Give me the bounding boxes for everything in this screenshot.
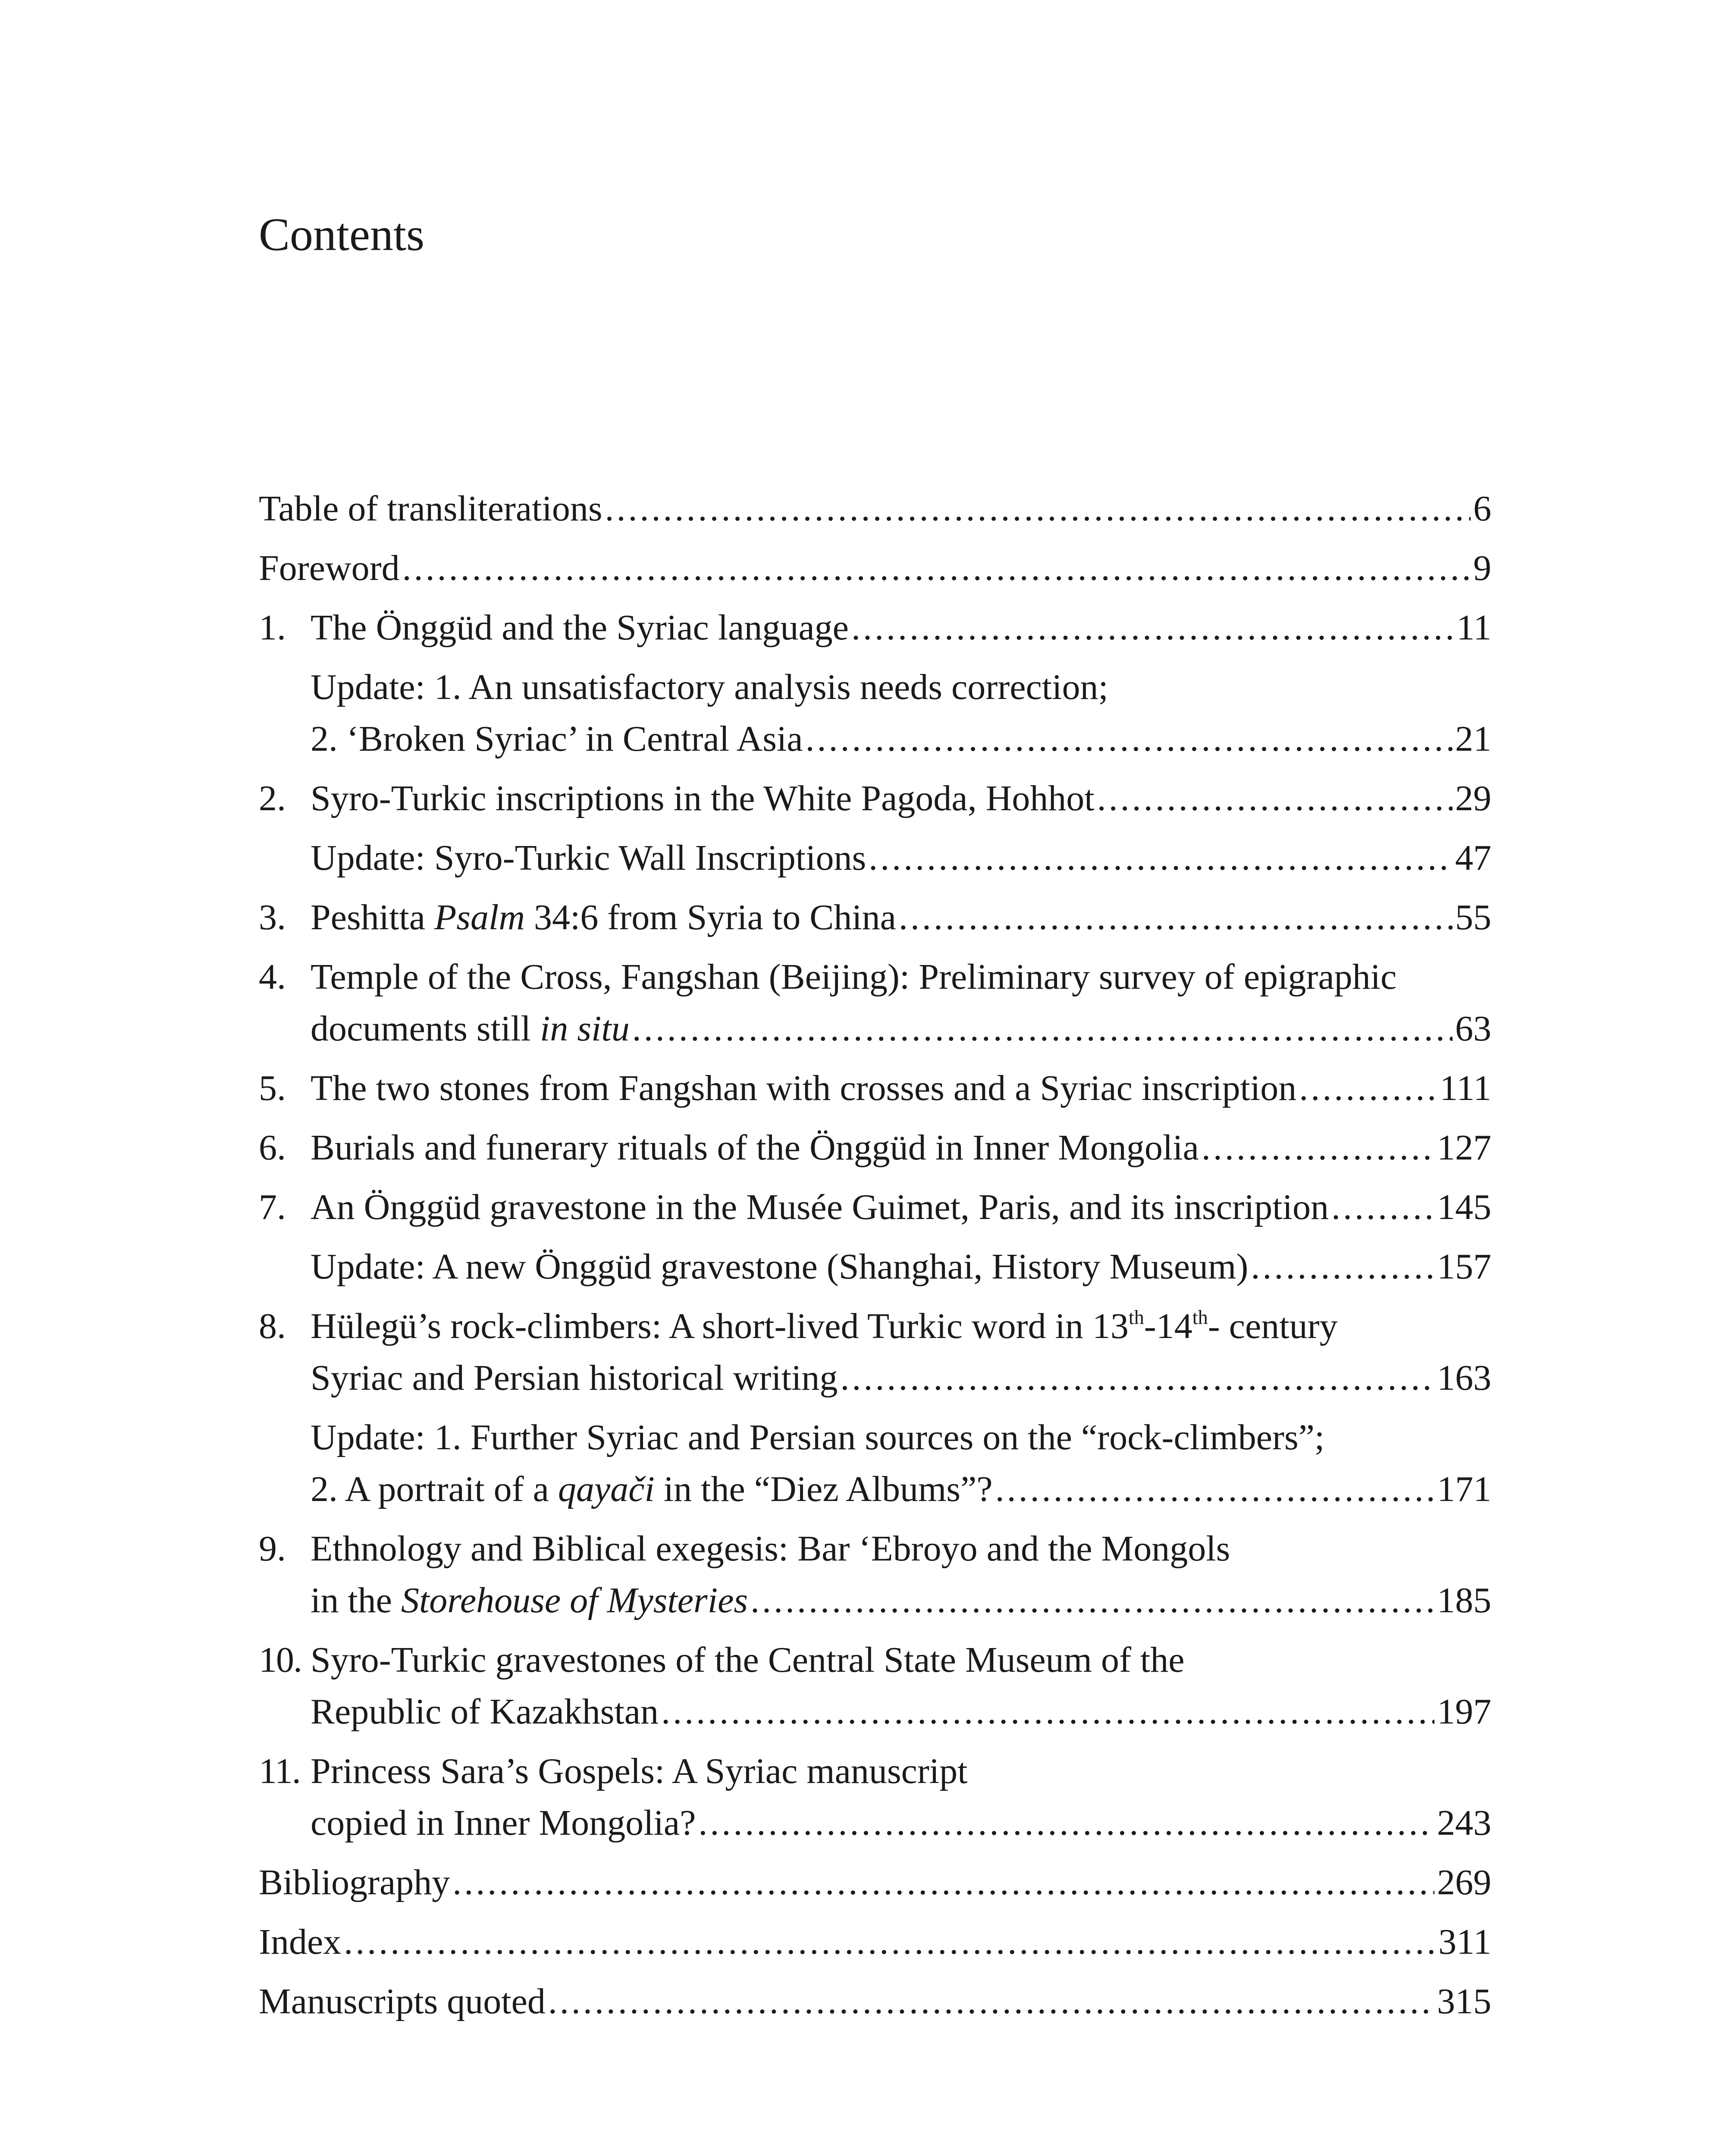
entry-page-number: 127 bbox=[1437, 1128, 1491, 1168]
entry-page-number: 111 bbox=[1440, 1068, 1491, 1108]
dot-leader bbox=[750, 1575, 1434, 1626]
entry-page-number: 185 bbox=[1437, 1580, 1491, 1620]
entry-title-line-1: Syro-Turkic gravestones of the Central State Museum of the bbox=[311, 1640, 1185, 1680]
toc-entry-manuscripts-quoted[interactable] bbox=[259, 1976, 1491, 2028]
entry-page-number: 311 bbox=[1438, 1922, 1491, 1962]
entry-title-line-2: Syriac and Persian historical writing bbox=[311, 1358, 838, 1398]
entry-page-number: 11 bbox=[1456, 608, 1491, 648]
toc-entry-update-1[interactable] bbox=[259, 661, 1491, 765]
page-title: Contents bbox=[259, 209, 425, 260]
dot-leader bbox=[605, 483, 1471, 535]
entry-page-number: 243 bbox=[1437, 1803, 1491, 1843]
entry-title: Bibliography bbox=[259, 1862, 450, 1902]
entry-title-line-1: Update: 1. An unsatisfactory analysis needs correction; bbox=[311, 667, 1108, 707]
entry-title-line-1: Temple of the Cross, Fangshan (Beijing): Preliminary survey of epigraphic bbox=[311, 957, 1397, 997]
toc-entry-chapter-11[interactable] bbox=[259, 1745, 1491, 1849]
entry-title: Update: A new Önggüd gravestone (Shanghai, History Museum) bbox=[311, 1247, 1249, 1287]
entry-page-number: 145 bbox=[1437, 1187, 1491, 1227]
toc-entry-chapter-1[interactable] bbox=[259, 602, 1491, 654]
toc-entry-index[interactable] bbox=[259, 1916, 1491, 1968]
toc-entry-update-8[interactable] bbox=[259, 1412, 1491, 1515]
entry-page-number: 315 bbox=[1437, 1981, 1491, 2021]
entry-title-line-1: Hülegü’s rock-climbers: A short-lived Turkic word in 13th-14th- century bbox=[311, 1306, 1338, 1346]
dot-leader bbox=[632, 1003, 1453, 1055]
entry-title: Syro-Turkic inscriptions in the White Pagoda, Hohhot bbox=[311, 778, 1095, 818]
dot-leader bbox=[548, 1976, 1434, 2028]
entry-page-number: 269 bbox=[1437, 1862, 1491, 1902]
toc-entry-foreword[interactable] bbox=[259, 542, 1491, 594]
entry-page-number: 197 bbox=[1437, 1692, 1491, 1732]
entry-title: Manuscripts quoted bbox=[259, 1981, 546, 2021]
entry-page-number: 171 bbox=[1437, 1469, 1491, 1509]
entry-page-number: 6 bbox=[1473, 489, 1491, 529]
toc-entry-update-2[interactable] bbox=[259, 832, 1491, 884]
entry-title: The Önggüd and the Syriac language bbox=[311, 608, 849, 648]
entry-title: Foreword bbox=[259, 548, 400, 588]
entry-title-line-2: copied in Inner Mongolia? bbox=[311, 1803, 696, 1843]
entry-title-line-2: in the Storehouse of Mysteries bbox=[311, 1580, 748, 1620]
entry-title: Peshitta Psalm 34:6 from Syria to China bbox=[311, 897, 896, 937]
entry-title: The two stones from Fangshan with crosses and a Syriac inscription bbox=[311, 1068, 1297, 1108]
dot-leader bbox=[1202, 1122, 1434, 1174]
dot-leader bbox=[869, 832, 1453, 884]
dot-leader bbox=[1299, 1062, 1437, 1114]
chapter-number: 11. bbox=[259, 1751, 300, 1791]
table-of-contents bbox=[259, 483, 1491, 2035]
entry-page-number: 47 bbox=[1455, 838, 1491, 878]
entry-page-number: 21 bbox=[1455, 719, 1491, 759]
entry-page-number: 9 bbox=[1473, 548, 1491, 588]
toc-entry-chapter-5[interactable] bbox=[259, 1062, 1491, 1114]
entry-title-line-1: Ethnology and Biblical exegesis: Bar ‘Ebroyo and the Mongols bbox=[311, 1529, 1230, 1569]
entry-title-line-2: 2. A portrait of a qayači in the “Diez Albums”? bbox=[311, 1469, 993, 1509]
entry-title-line-1: Update: 1. Further Syriac and Persian sources on the “rock-climbers”; bbox=[311, 1417, 1325, 1457]
entry-title: An Önggüd gravestone in the Musée Guimet, Paris, and its inscription bbox=[311, 1187, 1329, 1227]
dot-leader bbox=[402, 542, 1471, 594]
chapter-number: 5. bbox=[259, 1068, 286, 1108]
entry-title-line-2: 2. ‘Broken Syriac’ in Central Asia bbox=[311, 719, 803, 759]
chapter-number: 3. bbox=[259, 897, 286, 937]
toc-entry-chapter-4[interactable] bbox=[259, 951, 1491, 1055]
entry-page-number: 55 bbox=[1455, 897, 1491, 937]
entry-title: Index bbox=[259, 1922, 342, 1962]
dot-leader bbox=[452, 1857, 1434, 1908]
entry-page-number: 157 bbox=[1437, 1247, 1491, 1287]
chapter-number: 10. bbox=[259, 1640, 301, 1680]
dot-leader bbox=[1331, 1181, 1434, 1233]
dot-leader bbox=[840, 1352, 1434, 1404]
entry-page-number: 163 bbox=[1437, 1358, 1491, 1398]
toc-entry-chapter-7[interactable] bbox=[259, 1181, 1491, 1233]
toc-entry-chapter-8[interactable] bbox=[259, 1300, 1491, 1404]
chapter-number: 7. bbox=[259, 1187, 286, 1227]
toc-entry-chapter-9[interactable] bbox=[259, 1523, 1491, 1626]
chapter-number: 6. bbox=[259, 1128, 286, 1168]
entry-title: Burials and funerary rituals of the Önggüd in Inner Mongolia bbox=[311, 1128, 1199, 1168]
dot-leader bbox=[344, 1916, 1436, 1968]
entry-title: Table of transliterations bbox=[259, 489, 602, 529]
dot-leader bbox=[995, 1463, 1434, 1515]
toc-entry-update-7[interactable] bbox=[259, 1241, 1491, 1293]
toc-entry-bibliography[interactable] bbox=[259, 1857, 1491, 1908]
chapter-number: 4. bbox=[259, 957, 286, 997]
entry-title-line-1: Princess Sara’s Gospels: A Syriac manuscript bbox=[311, 1751, 968, 1791]
toc-entry-chapter-3[interactable] bbox=[259, 892, 1491, 943]
dot-leader bbox=[806, 713, 1453, 765]
chapter-number: 2. bbox=[259, 778, 286, 818]
dot-leader bbox=[1251, 1241, 1434, 1293]
dot-leader bbox=[899, 892, 1453, 943]
toc-entry-transliterations[interactable] bbox=[259, 483, 1491, 535]
entry-page-number: 29 bbox=[1455, 778, 1491, 818]
chapter-number: 9. bbox=[259, 1529, 286, 1569]
entry-title: Update: Syro-Turkic Wall Inscriptions bbox=[311, 838, 866, 878]
toc-entry-chapter-10[interactable] bbox=[259, 1634, 1491, 1738]
toc-entry-chapter-6[interactable] bbox=[259, 1122, 1491, 1174]
chapter-number: 1. bbox=[259, 608, 286, 648]
dot-leader bbox=[698, 1797, 1434, 1849]
toc-entry-chapter-2[interactable] bbox=[259, 773, 1491, 824]
entry-title-line-2: Republic of Kazakhstan bbox=[311, 1692, 659, 1732]
dot-leader bbox=[1097, 773, 1453, 824]
entry-title-line-2: documents still in situ bbox=[311, 1009, 630, 1049]
dot-leader bbox=[661, 1686, 1434, 1738]
chapter-number: 8. bbox=[259, 1306, 286, 1346]
entry-page-number: 63 bbox=[1455, 1009, 1491, 1049]
dot-leader bbox=[851, 602, 1454, 654]
